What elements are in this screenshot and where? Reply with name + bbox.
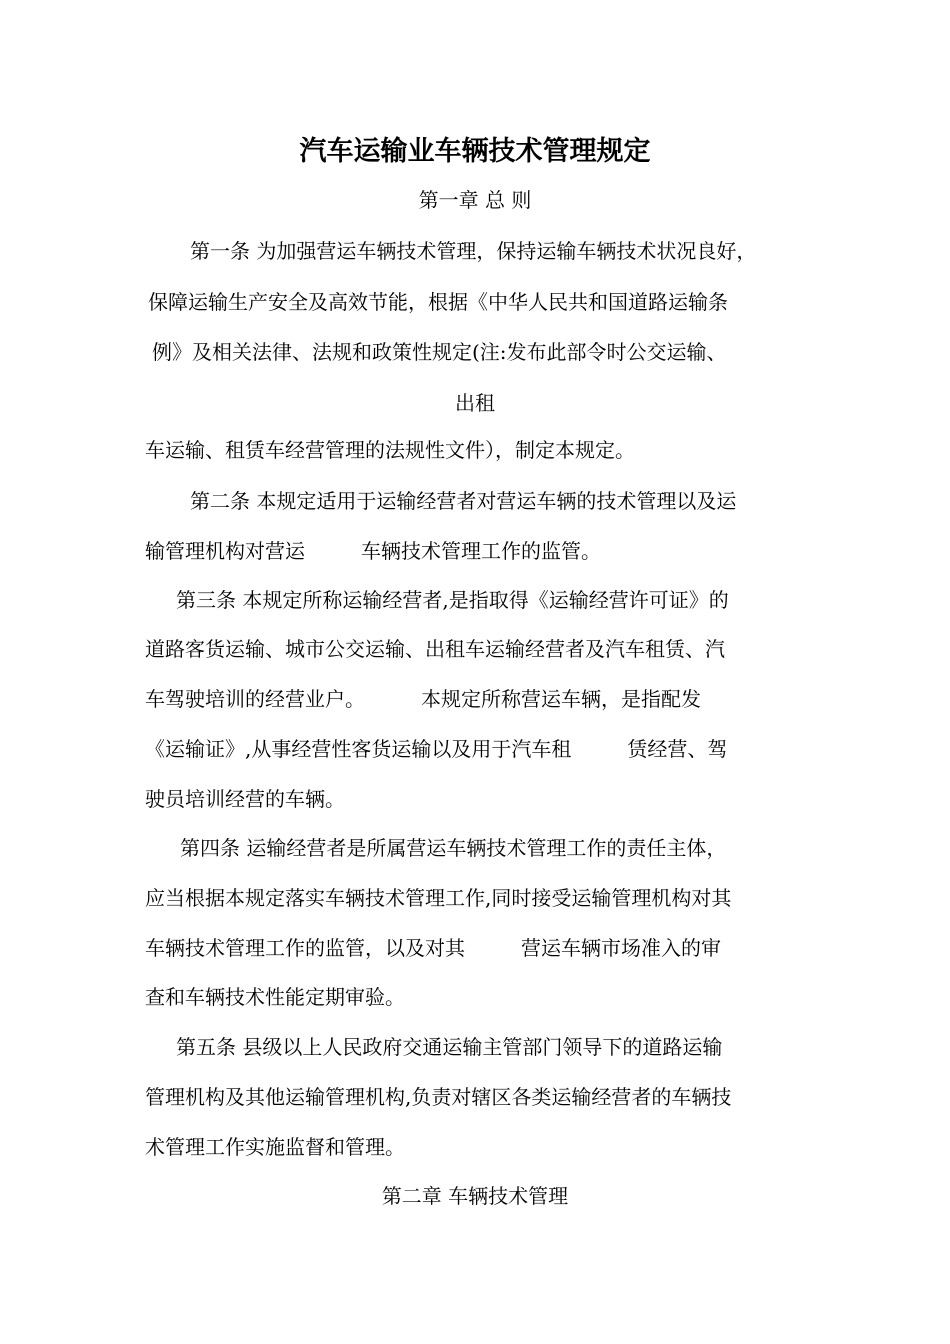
article-1-line-4: 出租 <box>455 391 495 415</box>
article-1-line-3: 例》及相关法律、法规和政策性规定(注:发布此部令时公交运输、 <box>152 340 727 364</box>
article-3-line-3 <box>145 685 701 713</box>
article-4-line-3 <box>145 934 721 962</box>
chapter-heading: 第一章 总 则 <box>418 188 532 212</box>
article-2-line-2-part-a: 输管理机构对营运 <box>145 539 305 563</box>
article-3-line-2: 道路客货运输、城市公交运输、出租车运输经营者及汽车租赁、汽 <box>145 637 725 661</box>
article-3-line-3-part-a: 车驾驶培训的经营业户。 <box>145 687 365 711</box>
article-4-line-4: 查和车辆技术性能定期审验。 <box>145 985 405 1009</box>
article-4-line-2: 应当根据本规定落实车辆技术管理工作,同时接受运输管理机构对其 <box>145 886 732 910</box>
article-3-line-3-part-b: 本规定所称营运车辆，是指配发 <box>421 687 701 711</box>
article-3-line-4-part-a: 《运输证》,从事经营性客货运输以及用于汽车租 <box>145 737 572 761</box>
article-2-line-2-part-b: 车辆技术管理工作的监管。 <box>361 539 601 563</box>
article-4-line-3-part-a: 车辆技术管理工作的监管，以及对其 <box>145 936 465 960</box>
article-5-line-2: 管理机构及其他运输管理机构,负责对辖区各类运输经营者的车辆技 <box>145 1085 732 1109</box>
article-3-line-4-part-b: 赁经营、驾 <box>627 737 728 761</box>
article-1-line-1: 第一条 为加强营运车辆技术管理，保持运输车辆技术状况良好， <box>190 239 757 263</box>
article-2-line-1: 第二条 本规定适用于运输经营者对营运车辆的技术管理以及运 <box>190 489 737 513</box>
article-3-line-4 <box>145 735 727 763</box>
chapter-2-heading: 第二章 车辆技术管理 <box>381 1184 569 1208</box>
article-1-line-5: 车运输、租赁车经营管理的法规性文件），制定本规定。 <box>145 438 635 462</box>
article-4-line-3-part-b: 营运车辆市场准入的审 <box>521 936 721 960</box>
document-title: 汽车运输业车辆技术管理规定 <box>299 136 651 167</box>
article-4-line-1: 第四条 运输经营者是所属营运车辆技术管理工作的责任主体， <box>180 836 727 860</box>
article-2-line-2 <box>145 537 601 565</box>
article-5-line-3: 术管理工作实施监督和管理。 <box>145 1135 405 1159</box>
article-3-line-1: 第三条 本规定所称运输经营者,是指取得《运输经营许可证》的 <box>176 588 729 612</box>
article-5-line-1: 第五条 县级以上人民政府交通运输主管部门领导下的道路运输 <box>176 1035 723 1059</box>
article-1-line-2: 保障运输生产安全及高效节能，根据《中华人民共和国道路运输条 <box>148 290 728 314</box>
article-3-line-5: 驶员培训经营的车辆。 <box>145 787 345 811</box>
